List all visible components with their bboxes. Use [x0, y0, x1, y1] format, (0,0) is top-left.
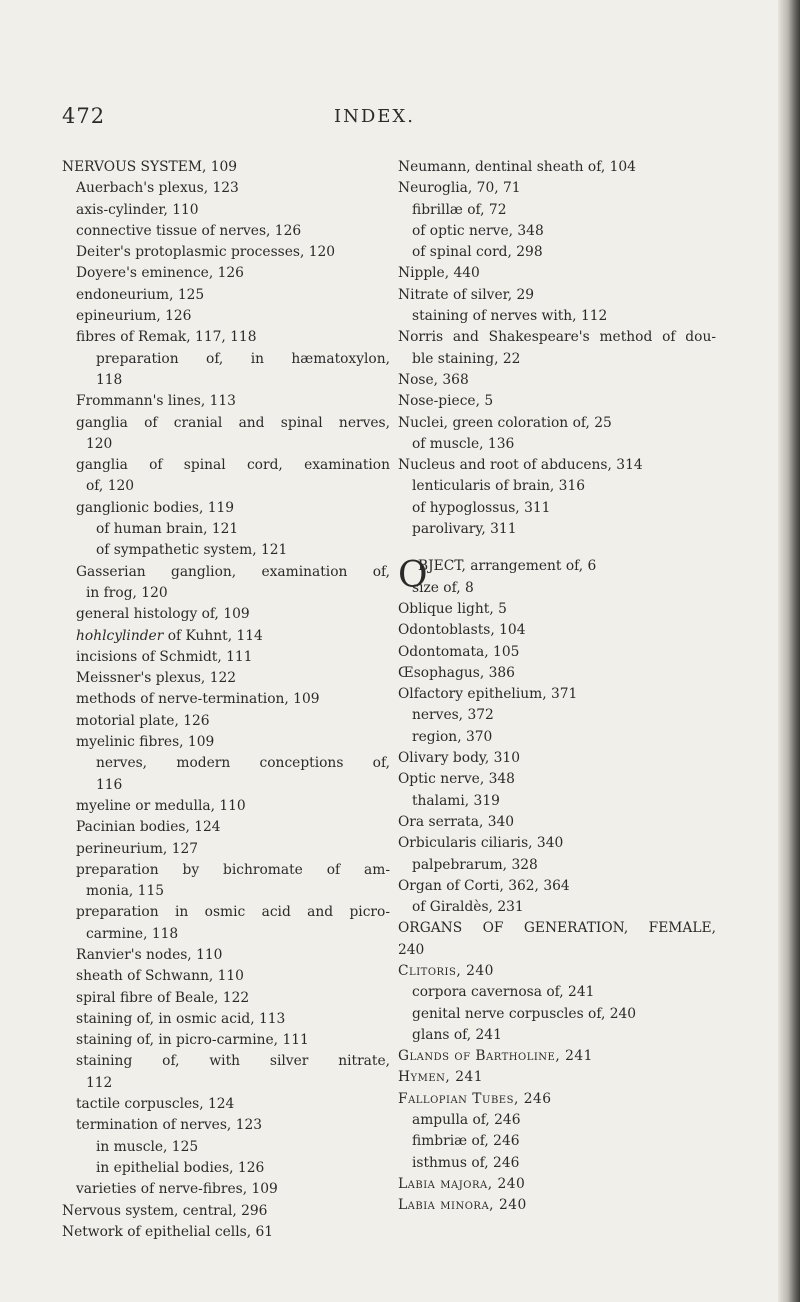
index-heading: Nose, 368 — [398, 371, 469, 388]
index-entry: fibrillæ of, 72 — [412, 201, 507, 218]
index-column-right — [398, 157, 716, 1217]
index-entry: spiral fibre of Beale, 122 — [76, 989, 250, 1006]
index-entry: of hypoglossus, 311 — [412, 499, 551, 516]
index-heading: Labia minora, 240 — [398, 1197, 527, 1214]
index-entry: ampulla of, 246 — [412, 1112, 521, 1129]
index-entry: hohlcylinder of Kuhnt, 114 — [76, 627, 263, 644]
index-entry: incisions of Schmidt, 111 — [76, 648, 253, 665]
index-entry: Ranvier's nodes, 110 — [76, 946, 223, 963]
index-entry: Pacinian bodies, 124 — [76, 819, 221, 836]
index-heading: Clitoris, 240 — [398, 962, 494, 979]
index-entry: of spinal cord, 298 — [412, 244, 543, 261]
index-column-left — [62, 157, 390, 1243]
index-entry: Gasserian ganglion, examination of, — [76, 563, 390, 580]
index-entry: Deiter's protoplasmic processes, 120 — [76, 244, 336, 261]
index-entry: Doyere's eminence, 126 — [76, 265, 244, 282]
index-entry: staining of, with silver nitrate, — [76, 1053, 390, 1070]
index-entry: staining of nerves with, 112 — [412, 308, 608, 325]
index-entry: perineurium, 127 — [76, 840, 199, 857]
index-heading: Hymen, 241 — [398, 1069, 484, 1086]
index-entry: region, 370 — [412, 728, 493, 745]
index-entry: of Giraldès, 231 — [412, 899, 524, 916]
section-o-heading-text: BJECT, arrangement of, 6 — [418, 558, 597, 575]
index-entry: corpora cavernosa of, 241 — [412, 984, 595, 1001]
index-subentry: of sympathetic system, 121 — [96, 542, 288, 559]
section-gap — [398, 540, 716, 556]
index-subentry: of human brain, 121 — [96, 521, 239, 538]
index-entry: preparation by bichromate of am- — [76, 861, 390, 878]
index-entry: genital nerve corpuscles of, 240 — [412, 1005, 637, 1022]
index-continuation: ble staining, 22 — [412, 350, 521, 367]
index-heading: Odontomata, 105 — [398, 643, 520, 660]
index-heading: Nipple, 440 — [398, 265, 480, 282]
index-heading: Oblique light, 5 — [398, 600, 507, 617]
index-entry: connective tissue of nerves, 126 — [76, 222, 302, 239]
index-continuation: 118 — [96, 371, 123, 388]
index-entry: thalami, 319 — [412, 792, 500, 809]
index-entry: ganglia of spinal cord, examination — [76, 457, 390, 474]
index-continuation: carmine, 118 — [86, 925, 179, 942]
index-heading: ORGANS OF GENERATION, FEMALE, — [398, 920, 716, 937]
index-subentry: in muscle, 125 — [96, 1138, 199, 1155]
index-entry: myelinic fibres, 109 — [76, 734, 215, 751]
index-heading: Nucleus and root of abducens, 314 — [398, 457, 643, 474]
index-entry: size of, 8 — [412, 579, 474, 596]
index-continuation: of, 120 — [86, 478, 135, 495]
index-heading: NERVOUS SYSTEM, 109 — [62, 159, 238, 175]
index-heading: Glands of Bartholine, 241 — [398, 1048, 593, 1065]
index-entry: epineurium, 126 — [76, 308, 192, 325]
drop-cap: O — [398, 555, 428, 597]
index-heading: Orbicularis ciliaris, 340 — [398, 835, 564, 852]
index-heading: Labia majora, 240 — [398, 1175, 526, 1192]
index-heading: Olfactory epithelium, 371 — [398, 686, 578, 703]
index-subentry: preparation of, in hæmatoxylon, — [96, 350, 390, 367]
index-heading: Network of epithelial cells, 61 — [62, 1223, 274, 1240]
index-continuation: 240 — [398, 941, 425, 958]
index-heading: Nervous system, central, 296 — [62, 1202, 268, 1219]
index-continuation: 116 — [96, 776, 123, 793]
index-heading: Œsophagus, 386 — [398, 664, 515, 681]
index-entry: fimbriæ of, 246 — [412, 1133, 520, 1150]
index-entry: tactile corpuscles, 124 — [76, 1096, 235, 1113]
index-entry: parolivary, 311 — [412, 521, 517, 538]
index-heading: Organ of Corti, 362, 364 — [398, 877, 570, 894]
index-continuation: monia, 115 — [86, 883, 165, 900]
index-heading: Olivary body, 310 — [398, 750, 520, 767]
italic-term: hohlcylinder — [76, 627, 164, 644]
index-entry: of muscle, 136 — [412, 435, 515, 452]
index-entry: axis-cylinder, 110 — [76, 201, 199, 218]
index-entry: Frommann's lines, 113 — [76, 393, 236, 410]
index-entry: endoneurium, 125 — [76, 286, 205, 303]
index-entry: Auerbach's plexus, 123 — [76, 180, 239, 197]
index-entry: glans of, 241 — [412, 1026, 502, 1043]
index-entry: general histology of, 109 — [76, 606, 250, 623]
index-subentry: in epithelial bodies, 126 — [96, 1159, 265, 1176]
index-entry: myeline or medulla, 110 — [76, 797, 246, 814]
index-entry: isthmus of, 246 — [412, 1154, 520, 1171]
index-entry: staining of, in picro-carmine, 111 — [76, 1032, 309, 1049]
index-continuation: in frog, 120 — [86, 584, 168, 601]
index-entry: motorial plate, 126 — [76, 712, 210, 729]
index-entry: ganglia of cranial and spinal nerves, — [76, 414, 390, 431]
index-heading: Nose-piece, 5 — [398, 393, 494, 410]
index-entry: varieties of nerve-fibres, 109 — [76, 1181, 278, 1198]
index-subentry: nerves, modern conceptions of, — [96, 755, 390, 772]
page-edge-shadow — [778, 0, 800, 1302]
index-heading: Odontoblasts, 104 — [398, 622, 526, 639]
index-heading: Fallopian Tubes, 246 — [398, 1090, 552, 1107]
index-entry: ganglionic bodies, 119 — [76, 499, 235, 516]
index-entry: sheath of Schwann, 110 — [76, 968, 244, 985]
index-heading: Ora serrata, 340 — [398, 813, 515, 830]
index-heading: Optic nerve, 348 — [398, 771, 515, 788]
index-entry: of optic nerve, 348 — [412, 222, 544, 239]
page-header — [0, 104, 800, 134]
index-entry: staining of, in osmic acid, 113 — [76, 1010, 286, 1027]
index-entry: termination of nerves, 123 — [76, 1117, 263, 1134]
running-head-title: INDEX. — [334, 106, 415, 127]
page-number: 472 — [62, 104, 106, 128]
index-entry: methods of nerve-termination, 109 — [76, 691, 320, 708]
index-heading: Neuroglia, 70, 71 — [398, 180, 521, 197]
index-entry: fibres of Remak, 117, 118 — [76, 329, 257, 346]
index-entry: preparation in osmic acid and picro- — [76, 904, 390, 921]
index-heading: Norris and Shakespeare's method of dou- — [398, 329, 716, 346]
index-continuation: 120 — [86, 435, 113, 452]
index-entry: palpebrarum, 328 — [412, 856, 538, 873]
index-heading: Neumann, dentinal sheath of, 104 — [398, 159, 636, 175]
index-continuation: 112 — [86, 1074, 113, 1091]
index-heading: Nitrate of silver, 29 — [398, 286, 535, 303]
index-entry: lenticularis of brain, 316 — [412, 478, 586, 495]
index-entry: nerves, 372 — [412, 707, 494, 724]
index-heading: Nuclei, green coloration of, 25 — [398, 414, 612, 431]
index-entry: Meissner's plexus, 122 — [76, 670, 237, 687]
